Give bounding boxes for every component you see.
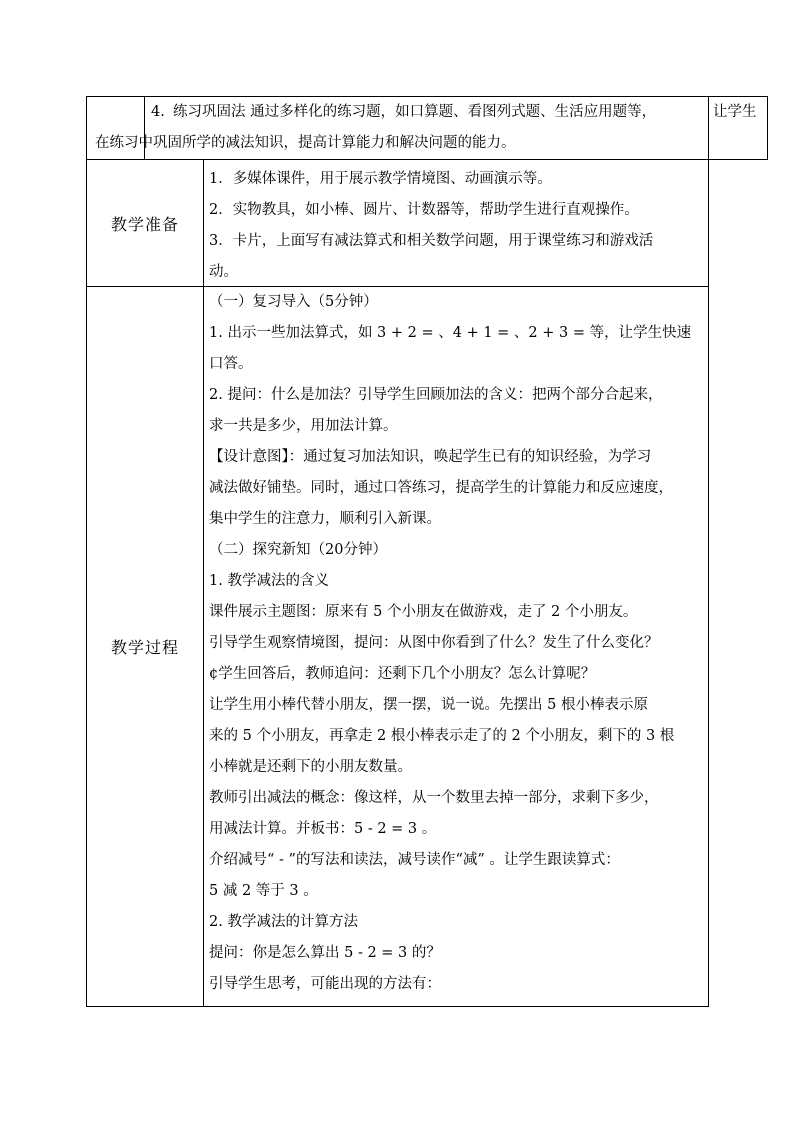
process-line: 求一共是多少，用加法计算。	[209, 418, 398, 434]
process-line: 5 减 2 等于 3 。	[209, 883, 318, 899]
process-line: 来的 5 个小朋友，再拿走 2 根小棒表示走了的 2 个小朋友，剩下的 3 根	[209, 728, 675, 744]
preparation-line: 1．多媒体课件，用于展示教学情境图、动画演示等。	[209, 171, 552, 187]
top-row-line2-text: 在练习中巩固所学的减法知识，提高计算能力和解决问题的能力。	[95, 135, 516, 151]
process-line: 口答。	[209, 356, 253, 372]
process-line: 引导学生思考，可能出现的方法有：	[209, 976, 441, 992]
process-line: 1. 教学减法的含义	[209, 573, 329, 589]
process-line: 减法做好铺垫。同时，通过口答练习，提高学生的计算能力和反应速度，	[209, 480, 673, 496]
process-line: 课件展示主题图：原来有 5 个小朋友在做游戏，走了 2 个小朋友。	[209, 604, 638, 620]
process-line: 让学生用小棒代替小朋友，摆一摆，说一说。先摆出 5 根小棒表示原	[209, 697, 648, 713]
process-heading: （一）复习导入（5分钟）	[209, 294, 378, 310]
top-row-line1-number: 4.	[151, 104, 165, 120]
top-row-line1-tail: 让学生	[713, 104, 757, 120]
process-heading: （二）探究新知（20分钟）	[209, 542, 387, 558]
process-line: 引导学生观察情境图，提问：从图中你看到了什么？发生了什么变化？	[209, 635, 659, 651]
row1-extra-right-border	[767, 96, 768, 160]
process-line: 2. 教学减法的计算方法	[209, 914, 358, 930]
process-line: 用减法计算。并板书：5 - 2 = 3 。	[209, 821, 437, 837]
process-line: ¢学生回答后，教师追问：还剩下几个小朋友？怎么计算呢？	[209, 666, 596, 682]
preparation-label: 教学准备	[110, 214, 179, 234]
top-row-line1-text: 练习巩固法 通过多样化的练习题，如口算题、看图列式题、生活应用题等，	[173, 104, 657, 120]
process-line: 2. 提问：什么是加法？引导学生回顾加法的含义：把两个部分合起来，	[209, 387, 663, 403]
process-line: 1. 出示一些加法算式，如 3 + 2 = 、4 + 1 = 、2 + 3 = 等，让学生快速	[209, 325, 692, 341]
process-line: 教师引出减法的概念：像这样，从一个数里去掉一部分，求剩下多少，	[209, 790, 659, 806]
process-line: 集中学生的注意力，顺利引入新课。	[209, 511, 441, 527]
table-top-border	[86, 96, 768, 97]
preparation-line: 3．卡片，上面写有减法算式和相关数学问题，用于课堂练习和游戏活	[209, 233, 654, 249]
preparation-line: 2．实物教具，如小棒、圆片、计数器等，帮助学生进行直观操作。	[209, 202, 639, 218]
process-line: 介绍减号“ - ”的写法和读法，减号读作“减” 。让学生跟读算式：	[209, 852, 620, 868]
process-label: 教学过程	[110, 638, 179, 657]
table-bottom-border	[86, 1006, 709, 1007]
process-line: 提问：你是怎么算出 5 - 2 = 3 的？	[209, 945, 441, 961]
label-col-divider	[203, 159, 204, 1007]
process-line: 【设计意图】：通过复习加法知识，唤起学生已有的知识经验，为学习	[209, 449, 652, 465]
table-right-border	[708, 96, 709, 1007]
preparation-line: 动。	[209, 264, 238, 280]
process-line: 小棒就是还剩下的小朋友数量。	[209, 759, 412, 775]
